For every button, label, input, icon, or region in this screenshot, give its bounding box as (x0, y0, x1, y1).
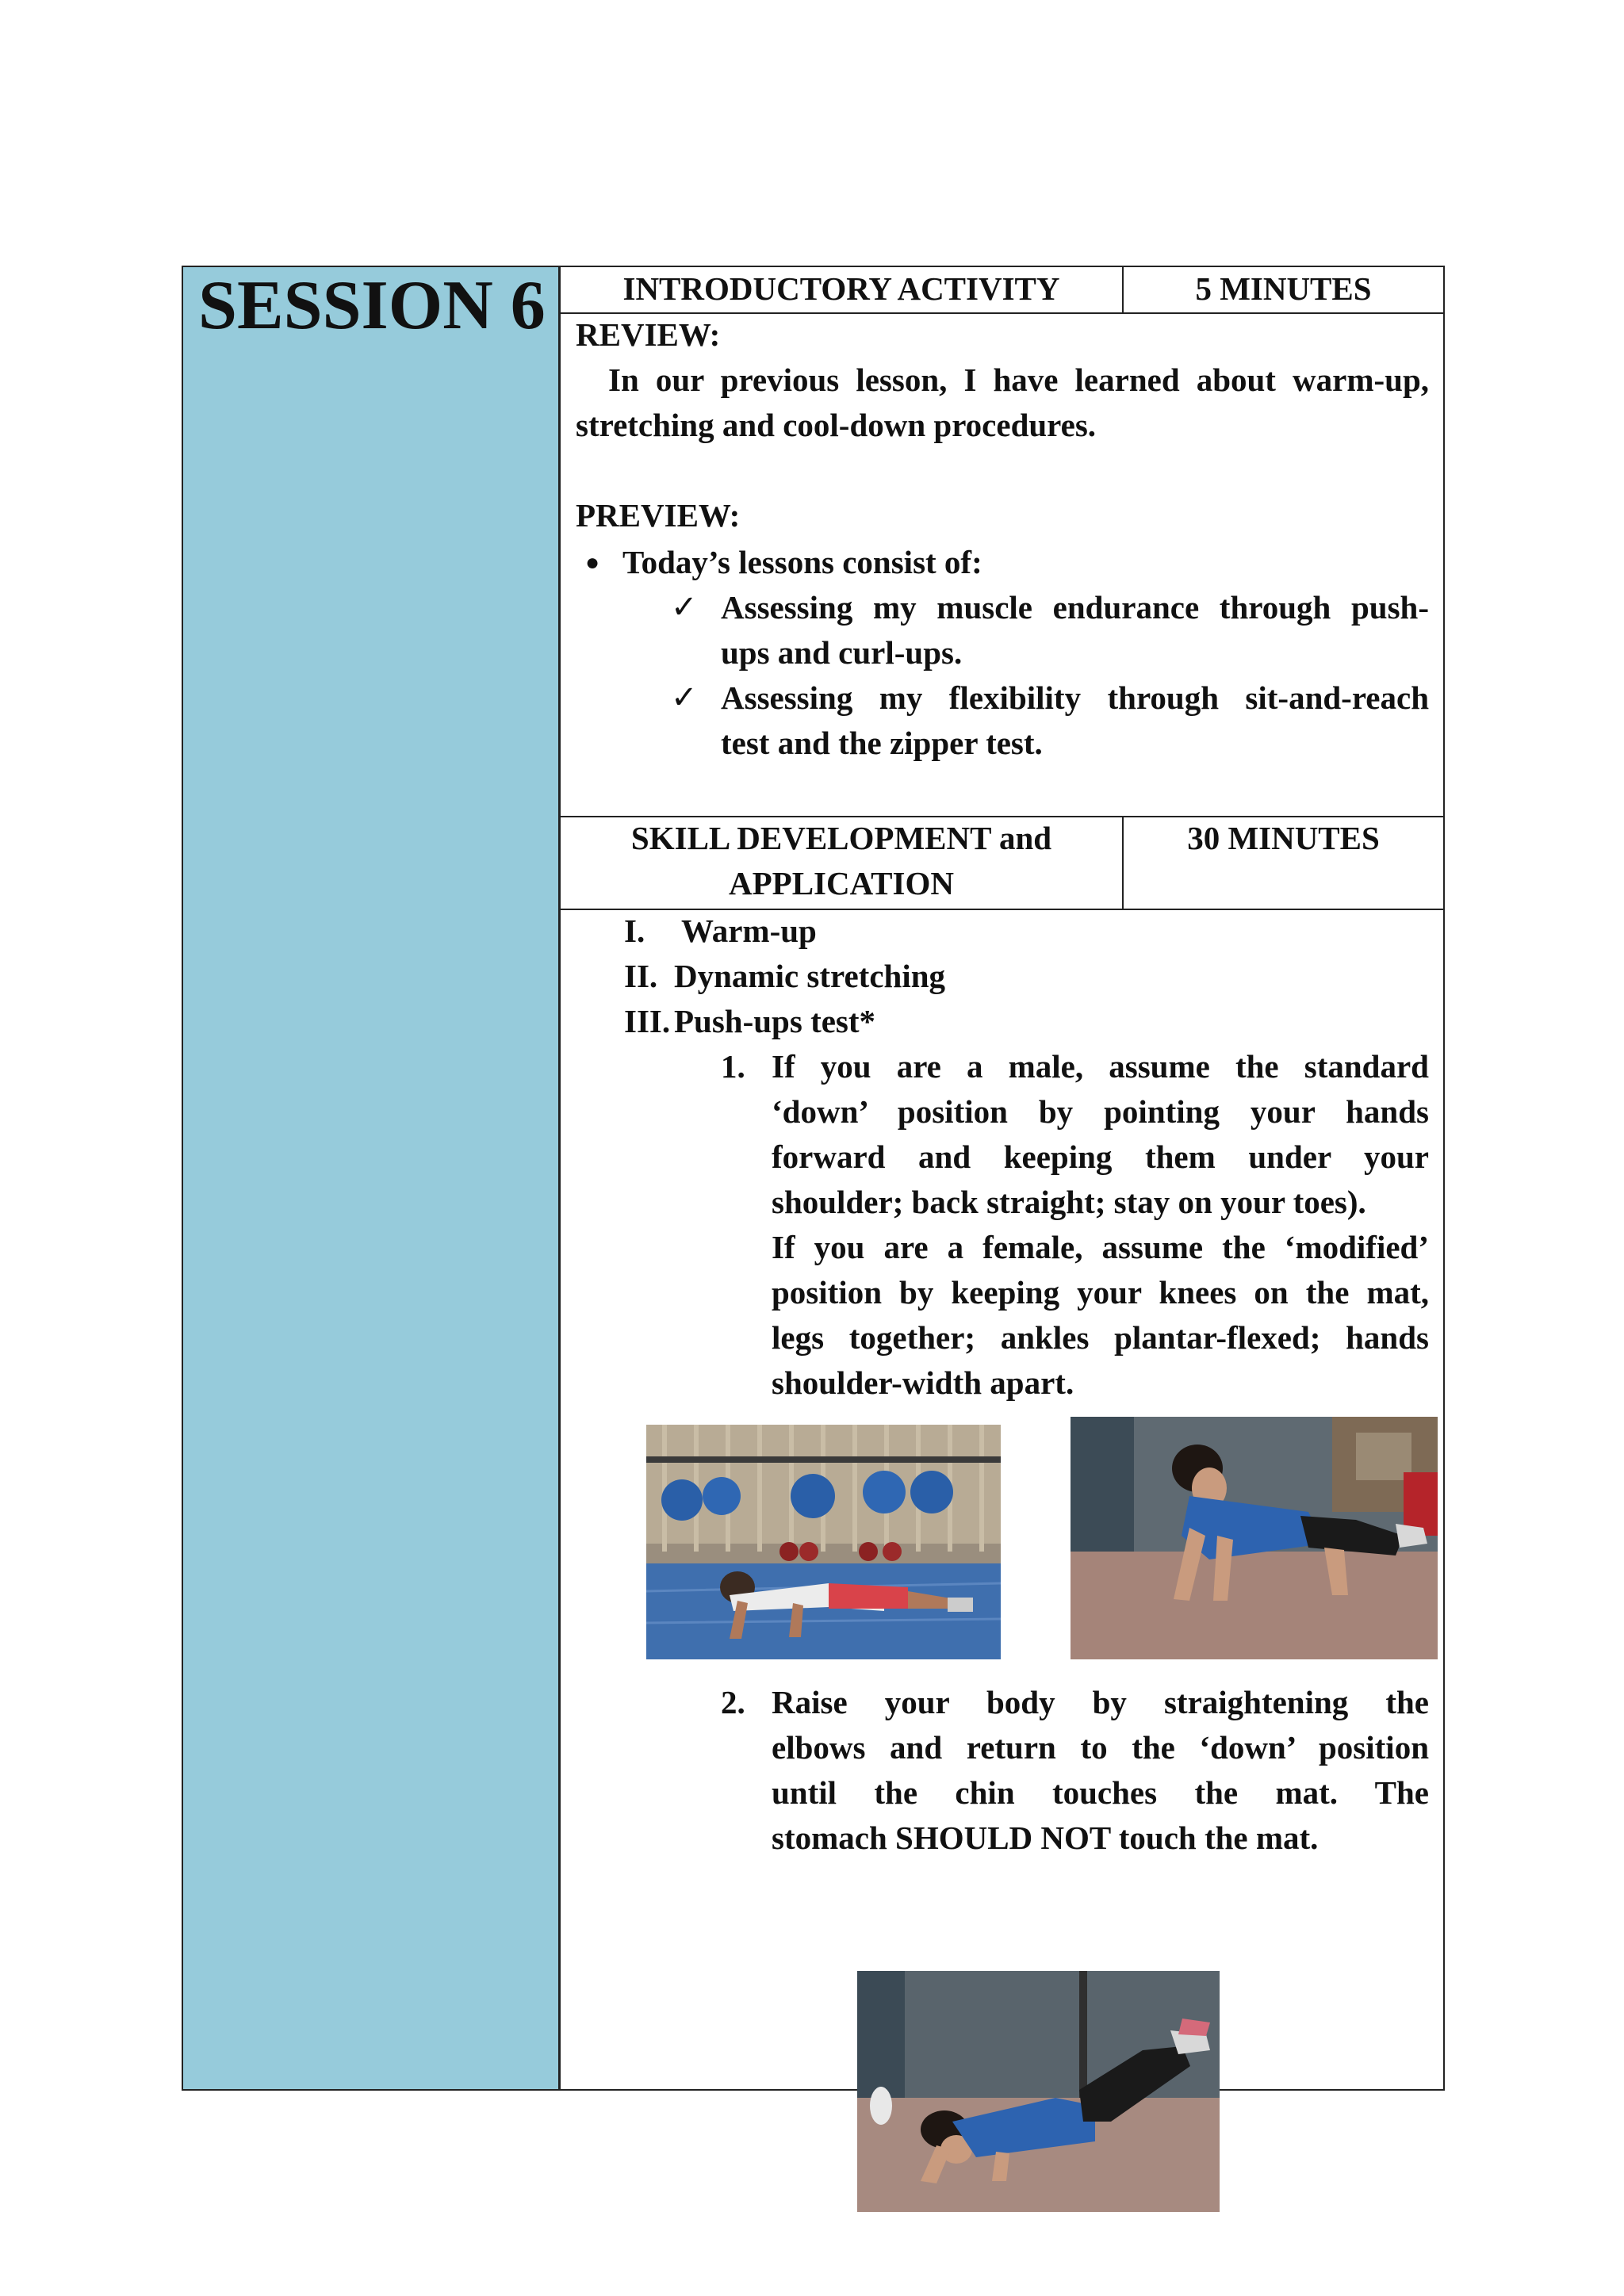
checkmark-icon: ✓ (671, 589, 698, 626)
step1-line: legs together; ankles plantar-flexed; hands (772, 1319, 1429, 1356)
step1-line: ‘down’ position by pointing your hands (772, 1093, 1429, 1130)
review-line-2: stretching and cool-down procedures. (576, 407, 1097, 443)
check2-line-2: test and the zipper test. (721, 725, 1043, 761)
roman-num-3: III. (624, 1003, 671, 1039)
roman-text-1: Warm-up (681, 913, 817, 949)
male-pushup-photo (646, 1425, 1001, 1659)
check1-line-1: Assessing my muscle endurance through push- (721, 589, 1429, 626)
roman-num-2: II. (624, 958, 658, 994)
check1-line-2: ups and curl-ups. (721, 634, 963, 671)
bullet-icon: ● (585, 549, 600, 576)
skill-header-line-2: APPLICATION (729, 865, 954, 901)
check2-line-1: Assessing my flexibility through sit-and-reach (721, 679, 1429, 716)
step2-line: Raise your body by straightening the (772, 1684, 1429, 1720)
session-title: SESSION 6 (198, 267, 546, 344)
intro-duration: 5 MINUTES (1195, 270, 1372, 307)
session-side-panel (182, 266, 560, 2091)
step1-line: forward and keeping them under your (772, 1138, 1429, 1175)
female-pushup-up-photo (1071, 1417, 1438, 1659)
step1-line: If you are a female, assume the ‘modified’ (772, 1229, 1429, 1265)
roman-text-3: Push-ups test* (674, 1003, 876, 1039)
preview-bullet: Today’s lessons consist of: (622, 544, 982, 580)
female-pushup-down-photo (857, 1971, 1220, 2212)
step1-line: shoulder-width apart. (772, 1364, 1074, 1401)
roman-num-1: I. (624, 913, 645, 949)
step1-line: shoulder; back straight; stay on your toes). (772, 1184, 1366, 1220)
skill-header-line-1: SKILL DEVELOPMENT and (630, 820, 1052, 856)
step2-line: stomach SHOULD NOT touch the mat. (772, 1820, 1319, 1856)
checkmark-icon: ✓ (671, 679, 698, 716)
step2-line: elbows and return to the ‘down’ position (772, 1729, 1429, 1766)
step2-line: until the chin touches the mat. The (772, 1774, 1429, 1811)
step1-num: 1. (721, 1048, 745, 1085)
intro-header: INTRODUCTORY ACTIVITY (622, 270, 1060, 307)
review-line-1: In our previous lesson, I have learned about warm-up, (608, 362, 1429, 398)
review-label: REVIEW: (576, 316, 721, 353)
roman-text-2: Dynamic stretching (674, 958, 946, 994)
step1-line: position by keeping your knees on the mat, (772, 1274, 1429, 1311)
step2-num: 2. (721, 1684, 745, 1720)
skill-duration: 30 MINUTES (1187, 820, 1380, 856)
preview-label: PREVIEW: (576, 497, 741, 534)
step1-line: If you are a male, assume the standard (772, 1048, 1429, 1085)
